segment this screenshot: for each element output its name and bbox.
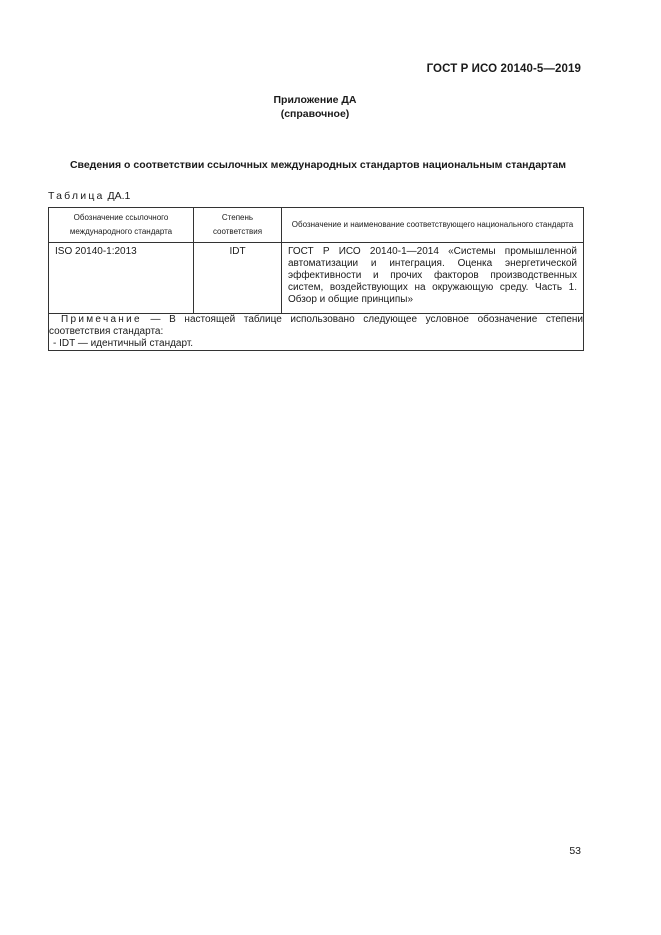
cell-degree: IDT bbox=[194, 243, 282, 314]
section-title: Сведения о соответствии ссылочных международных стандартов национальным стандартам bbox=[69, 159, 567, 171]
annex-subtitle: (справочное) bbox=[280, 108, 350, 120]
annex-heading bbox=[0, 93, 630, 121]
note-body: — В настоящей таблице использовано следующее условное обозначение степени соответствия стандарта: bbox=[49, 314, 583, 337]
note-label: Примечание bbox=[61, 314, 142, 325]
annex-title: Приложение ДА bbox=[273, 94, 357, 106]
note-list-item: - IDT — идентичный стандарт. bbox=[53, 338, 194, 349]
cell-national-standard: ГОСТ Р ИСО 20140-1—2014 «Системы промышленной автоматизации и интеграция. Оценка энергетической эффективности и прочих факторов производственных систем, воздействующих на окружающую среду. Часть 1. Обзор и общие принципы» bbox=[282, 243, 584, 314]
table-note-row bbox=[49, 314, 584, 351]
table-caption bbox=[48, 190, 130, 202]
correspondence-table bbox=[48, 207, 584, 351]
table-caption-number: ДА.1 bbox=[107, 190, 131, 202]
table-note bbox=[49, 314, 584, 351]
standard-designation: ГОСТ Р ИСО 20140-5—2019 bbox=[426, 63, 581, 75]
header-national-standard: Обозначение и наименование соответствующего национального стандарта bbox=[282, 208, 584, 243]
table-header-row bbox=[49, 208, 584, 243]
header-reference-standard: Обозначение ссылочного международного стандарта bbox=[49, 208, 194, 243]
page-number: 53 bbox=[569, 845, 581, 857]
cell-reference-code: ISO 20140-1:2013 bbox=[49, 243, 194, 314]
table-caption-word: Таблица bbox=[48, 190, 105, 202]
header-degree: Степень соответствия bbox=[194, 208, 282, 243]
note-text bbox=[49, 314, 583, 338]
table-row bbox=[49, 243, 584, 314]
